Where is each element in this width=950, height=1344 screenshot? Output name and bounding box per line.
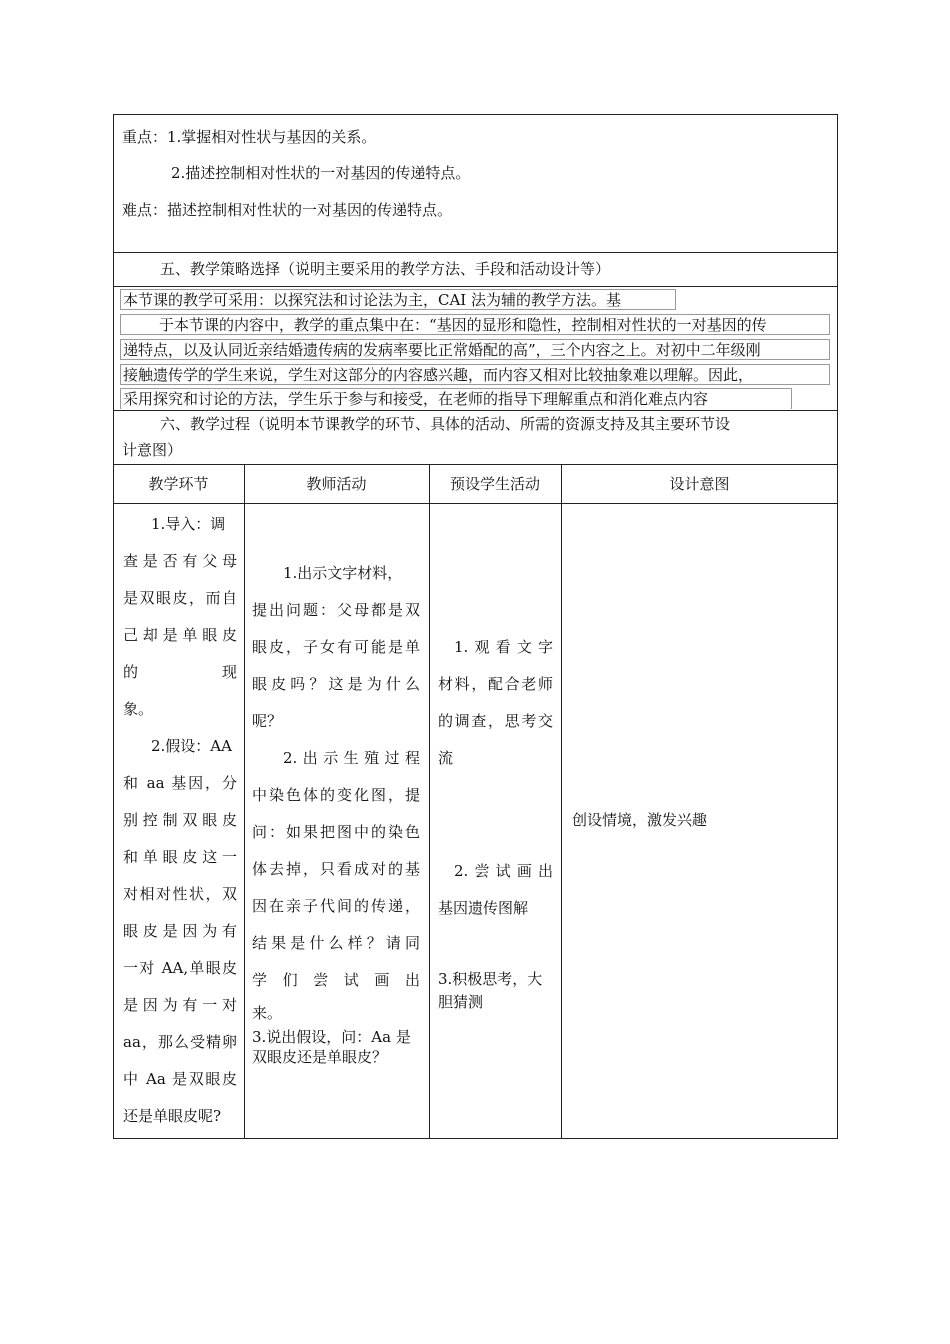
column-divider (244, 464, 245, 1139)
border-bottom (113, 1138, 838, 1139)
header-teacher-activity: 教师活动 (306, 475, 367, 493)
column-divider (429, 464, 430, 1139)
text-line: 材料，配合老师 (438, 675, 553, 693)
text-line: 的 现 (123, 663, 237, 681)
strategy-line: 本节课的教学可采用：以探究法和讨论法为主，CAI 法为辅的教学方法。基 (120, 289, 676, 310)
text-line: 己却是单眼皮 (123, 626, 237, 644)
text-line: 2.假设：AA (151, 737, 232, 755)
text-line: 2.出示生殖过程 (283, 749, 420, 767)
strategy-line: 递特点，以及认同近亲结婚遗传病的发病率要比正常婚配的高”，三个内容之上。对初中二年级刚 (120, 339, 830, 360)
divider (113, 410, 838, 411)
border-right (837, 114, 838, 1139)
text-line: 别控制双眼皮 (123, 811, 237, 829)
text-line: 3.说出假设，问：Aa 是 (252, 1028, 411, 1046)
section5-title: 五、教学策略选择（说明主要采用的教学方法、手段和活动设计等） (160, 260, 611, 278)
strategy-line: 接触遗传学的学生来说，学生对这部分的内容感兴趣，而内容又相对比较抽象难以理解。因此， (120, 364, 830, 385)
divider (113, 503, 838, 504)
section6-title-line1: 六、教学过程（说明本节课教学的环节、具体的活动、所需的资源支持及其主要环节设 (160, 415, 731, 433)
text-line: 和单眼皮这一 (123, 848, 237, 866)
difficulty-point: 难点：描述控制相对性状的一对基因的传递特点。 (122, 201, 453, 219)
header-teaching-step: 教学环节 (148, 475, 209, 493)
text-line: 因在亲子代间的传递， (252, 897, 420, 915)
text-line: 1.出示文字材料， (283, 564, 403, 582)
text-line: 中染色体的变化图，提 (252, 786, 420, 804)
divider (113, 252, 838, 253)
text-line: 学们尝试画出 (252, 971, 420, 989)
text-line: 是因为有一对 (123, 996, 237, 1014)
teaching-step-cell (123, 506, 237, 1135)
text-line: 还是单眼皮呢? (123, 1107, 222, 1125)
lesson-plan-table (113, 114, 838, 1139)
text-line: 眼皮吗？这是为什么 (252, 675, 420, 693)
divider (113, 286, 838, 287)
text-line: 双眼皮还是单眼皮？ (252, 1048, 388, 1066)
student-activity-cell-2 (438, 853, 553, 927)
text-line: 和 aa 基因，分 (123, 774, 237, 792)
divider (113, 464, 838, 465)
text-line: 胆猜测 (438, 993, 484, 1011)
text-line: 对相对性状，双 (123, 885, 237, 903)
text-line: 眼皮，子女有可能是单 (252, 638, 420, 656)
header-design-intent: 设计意图 (669, 475, 730, 493)
text-line: 象。 (123, 700, 154, 718)
focus-point-2: 2.描述控制相对性状的一对基因的传递特点。 (171, 164, 471, 182)
text-line: 体去掉，只看成对的基 (252, 860, 420, 878)
design-intent-text: 创设情境，激发兴趣 (572, 811, 708, 829)
text-line: 结果是什么样？请同 (252, 934, 420, 952)
student-activity-cell-3 (438, 967, 553, 1012)
text-line: 问：如果把图中的染色 (252, 823, 420, 841)
text-line: 呢？ (252, 712, 283, 730)
text-line: 是双眼皮，而自 (123, 589, 237, 607)
strategy-line: 采用探究和讨论的方法，学生乐于参与和接受，在老师的指导下理解重点和消化难点内容 (120, 388, 792, 409)
text-line: 中 Aa 是双眼皮 (123, 1070, 237, 1088)
text-line: 流 (438, 749, 454, 767)
column-divider (561, 464, 562, 1139)
section6-title-line2: 计意图） (122, 441, 183, 459)
text-line: 一对 AA,单眼皮 (123, 959, 237, 977)
header-student-activity: 预设学生活动 (449, 475, 540, 493)
text-line: 眼皮是因为有 (123, 922, 237, 940)
text-line: 来。 (252, 1004, 283, 1022)
student-activity-cell-1 (438, 629, 553, 777)
text-line: 2.尝试画出 (454, 862, 553, 880)
text-line: 基因遗传图解 (438, 899, 529, 917)
text-line: 1.导入：调 (151, 515, 226, 533)
text-line: 提出问题：父母都是双 (252, 601, 420, 619)
strategy-line: 于本节课的内容中，教学的重点集中在：“基因的显形和隐性，控制相对性状的一对基因的传 (120, 314, 830, 335)
text-line: 的调查，思考交 (438, 712, 553, 730)
text-line: aa，那么受精卵 (123, 1033, 237, 1051)
teacher-activity-cell (252, 555, 420, 1067)
border-left (113, 114, 114, 1139)
text-line: 查是否有父母 (123, 552, 237, 570)
border-top (113, 114, 838, 115)
focus-point-1: 重点：1.掌握相对性状与基因的关系。 (122, 128, 377, 146)
text-line: 3.积极思考，大 (438, 970, 543, 988)
text-line: 1.观看文字 (454, 638, 553, 656)
